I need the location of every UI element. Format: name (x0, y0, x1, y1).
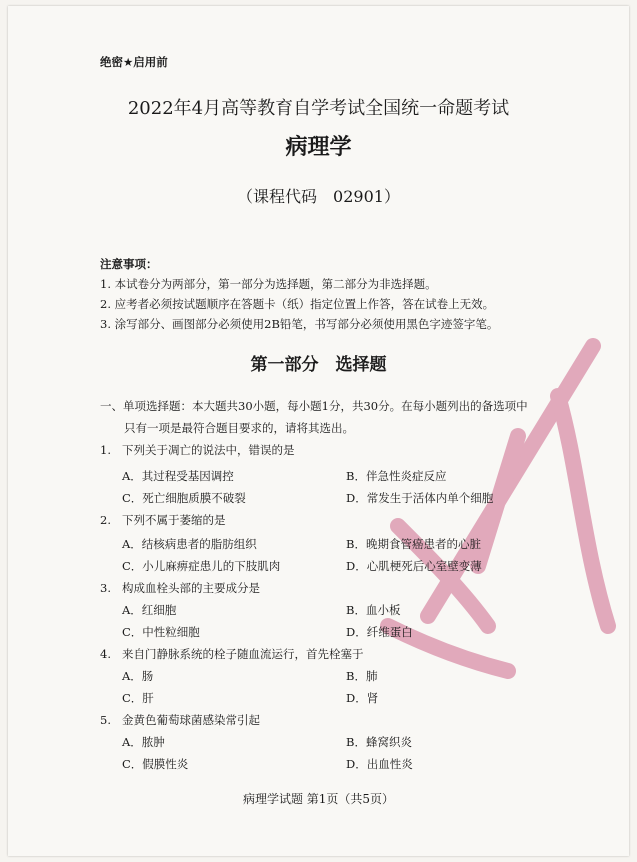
note-item: 2. 应考者必须按试题顺序在答题卡（纸）指定位置上作答，答在试卷上无效。 (100, 297, 495, 311)
page-footer: 病理学试题 第1页（共5页） (242, 792, 395, 806)
instruction-line: 一、单项选择题：本大题共30小题，每小题1分，共30分。在每小题列出的备选项中 (100, 399, 528, 413)
note-item: 3. 涂写部分、画图部分必须使用2B铅笔，书写部分必须使用黑色字迹签字笔。 (100, 317, 499, 331)
question-stem (100, 442, 295, 458)
option-b: B．肺 (346, 669, 378, 683)
option-c: C．肝 (122, 691, 154, 705)
option-a: A．红细胞 (122, 603, 177, 617)
confidential-label: 绝密★启用前 (100, 55, 168, 69)
option-a: A．脓肿 (122, 735, 165, 749)
question-stem (100, 712, 260, 728)
option-d: D．出血性炎 (346, 757, 413, 771)
notes-heading: 注意事项： (100, 257, 158, 271)
option-b: B．蜂窝织炎 (346, 735, 412, 749)
question-text: 金黄色葡萄球菌感染常引起 (122, 713, 260, 727)
question-number: 3. (100, 581, 111, 595)
exam-title: 2022年4月高等教育自学考试全国统一命题考试 (127, 98, 510, 119)
question-text: 构成血栓头部的主要成分是 (122, 581, 260, 595)
option-c: C．死亡细胞质膜不破裂 (122, 491, 246, 505)
option-b: B．血小板 (346, 603, 401, 617)
question-number: 5. (100, 713, 111, 727)
option-c: C．中性粒细胞 (122, 625, 200, 639)
option-b: B．伴急性炎症反应 (346, 469, 447, 483)
section-title: 第一部分 选择题 (250, 355, 387, 375)
question-number: 1. (100, 443, 111, 457)
question-text: 下列关于凋亡的说法中，错误的是 (122, 443, 295, 457)
question-text: 下列不属于萎缩的是 (122, 513, 226, 527)
note-item: 1. 本试卷分为两部分，第一部分为选择题，第二部分为非选择题。 (100, 277, 437, 291)
option-b: B．晚期食管癌患者的心脏 (346, 537, 481, 551)
option-c: C．小儿麻痹症患儿的下肢肌肉 (122, 559, 281, 573)
option-d: D．纤维蛋白 (346, 625, 413, 639)
option-a: A．结核病患者的脂肪组织 (122, 537, 257, 551)
option-d: D．肾 (346, 691, 379, 705)
option-a: A．肠 (122, 669, 154, 683)
question-stem (100, 646, 364, 662)
option-a: A．其过程受基因调控 (122, 469, 234, 483)
option-d: D．常发生于活体内单个细胞 (346, 491, 494, 505)
exam-page (8, 6, 629, 856)
instruction-line: 只有一项是最符合题目要求的，请将其选出。 (124, 421, 354, 435)
question-number: 4. (100, 647, 111, 661)
question-text: 来自门静脉系统的栓子随血流运行，首先栓塞于 (122, 647, 364, 661)
option-d: D．心肌梗死后心室壁变薄 (346, 559, 482, 573)
question-stem (100, 580, 260, 596)
question-stem (100, 512, 226, 528)
option-c: C．假膜性炎 (122, 757, 189, 771)
question-number: 2. (100, 513, 111, 527)
subject-title: 病理学 (285, 135, 352, 160)
course-code: （课程代码 02901） (237, 187, 400, 206)
